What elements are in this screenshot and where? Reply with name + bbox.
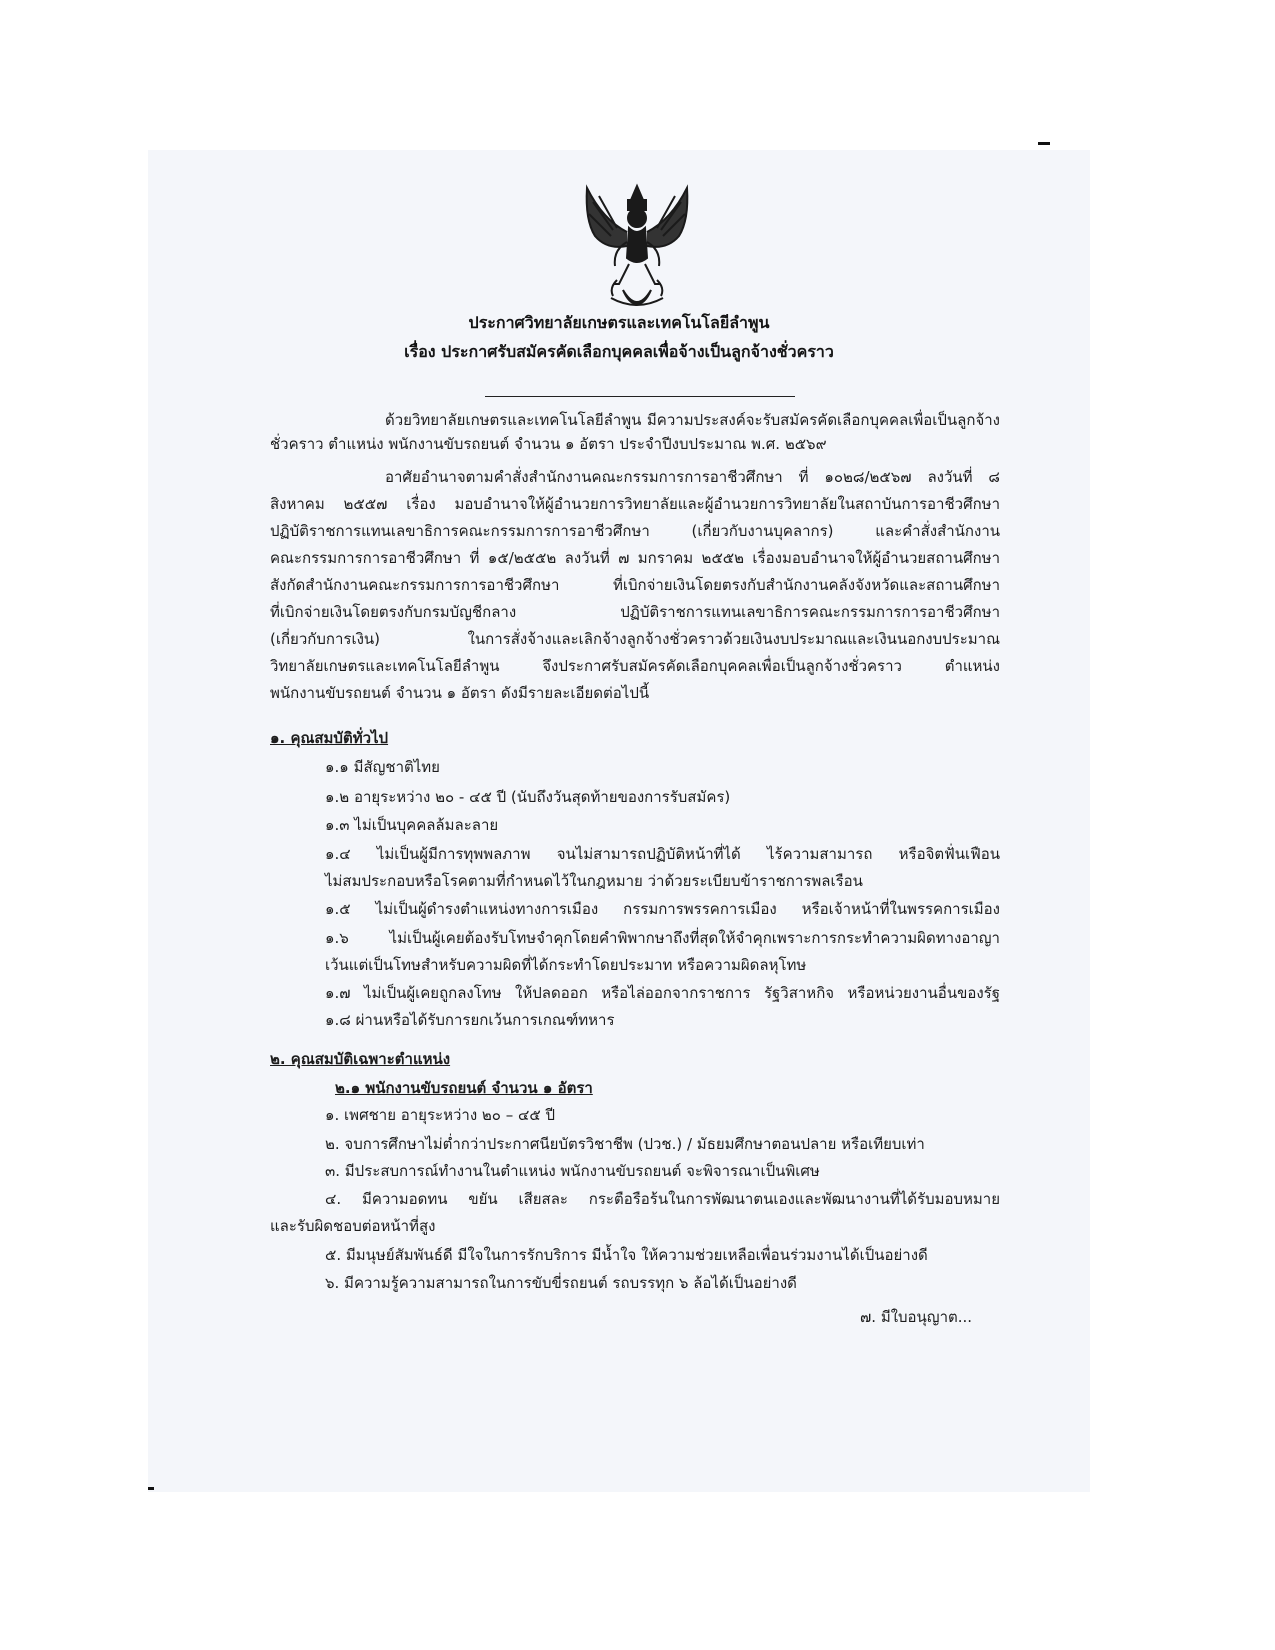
qualification-item: ๑.๑ มีสัญชาติไทย	[325, 758, 440, 776]
garuda-emblem	[573, 180, 701, 316]
qualification-item: ๑.๖ ไม่เป็นผู้เคยต้องรับโทษจำคุกโดยคำพิพากษาถึงที่สุดให้จำคุกเพราะการกระทำความผิดทางอาญา	[325, 929, 1000, 947]
position-item: ๓. มีประสบการณ์ทำงานในตำแหน่ง พนักงานขับรถยนต์ จะพิจารณาเป็นพิเศษ	[325, 1162, 820, 1180]
qualification-item: ไม่สมประกอบหรือโรคตามที่กำหนดไว้ในกฎหมาย ว่าด้วยระเบียบข้าราชการพลเรือน	[325, 872, 863, 890]
body-line: วิทยาลัยเกษตรและเทคโนโลยีลำพูน จึงประกาศรับสมัครคัดเลือกบุคคลเพื่อเป็นลูกจ้างชั่วคราว ตำแหน่ง	[270, 657, 1000, 675]
qualification-item: ๑.๘ ผ่านหรือได้รับการยกเว้นการเกณฑ์ทหาร	[325, 1011, 615, 1029]
position-item: ๖. มีความรู้ความสามารถในการขับขี่รถยนต์ รถบรรทุก ๖ ล้อได้เป็นอย่างดี	[325, 1274, 797, 1292]
qualification-item: ๑.๔ ไม่เป็นผู้มีการทุพพลภาพ จนไม่สามารถปฏิบัติหน้าที่ได้ ไร้ความสามารถ หรือจิตฟั่นเฟือน	[325, 845, 1000, 863]
position-item: ๒. จบการศึกษาไม่ต่ำกว่าประกาศนียบัตรวิชาชีพ (ปวช.) / มัธยมศึกษาตอนปลาย หรือเทียบเท่า	[325, 1135, 925, 1153]
body-line: สิงหาคม ๒๕๕๗ เรื่อง มอบอำนาจให้ผู้อำนวยการวิทยาลัยและผู้อำนวยการวิทยาลัยในสถาบันการอาชีวศึกษา	[270, 495, 1000, 513]
position-item: ๕. มีมนุษย์สัมพันธ์ดี มีใจในการรักบริการ มีน้ำใจ ให้ความช่วยเหลือเพื่อนร่วมงานได้เป็นอย่างดี	[325, 1246, 928, 1264]
scan-edge-mark	[148, 1487, 154, 1490]
position-item: ๑. เพศชาย อายุระหว่าง ๒๐ – ๔๕ ปี	[325, 1106, 555, 1124]
document-subject: เรื่อง ประกาศรับสมัครคัดเลือกบุคคลเพื่อจ้างเป็นลูกจ้างชั่วคราว	[404, 342, 834, 361]
qualification-item: เว้นแต่เป็นโทษสำหรับความผิดที่ได้กระทำโดยประมาท หรือความผิดลหุโทษ	[325, 956, 807, 974]
body-line: สังกัดสำนักงานคณะกรรมการการอาชีวศึกษา ที่เบิกจ่ายเงินโดยตรงกับสำนักงานคลังจังหวัดและสถานศึกษา	[270, 576, 1000, 594]
body-line: (เกี่ยวกับการเงิน) ในการสั่งจ้างและเลิกจ้างลูกจ้างชั่วคราวด้วยเงินงบประมาณและเงินนอกงบประมาณ	[270, 630, 1000, 648]
body-line: คณะกรรมการการอาชีวศึกษา ที่ ๑๕/๒๕๕๒ ลงวันที่ ๗ มกราคม ๒๕๕๒ เรื่องมอบอำนาจให้ผู้อำนวยสถานศึกษา	[270, 549, 1000, 567]
section-2-subheading: ๒.๑ พนักงานขับรถยนต์ จำนวน ๑ อัตรา	[335, 1079, 593, 1097]
qualification-item: ๑.๕ ไม่เป็นผู้ดำรงตำแหน่งทางการเมือง กรรมการพรรคการเมือง หรือเจ้าหน้าที่ในพรรคการเมือง	[325, 900, 1000, 918]
intro-line: ด้วยวิทยาลัยเกษตรและเทคโนโลยีลำพูน มีความประสงค์จะรับสมัครคัดเลือกบุคคลเพื่อเป็นลูกจ้าง	[385, 411, 1000, 429]
position-item: และรับผิดชอบต่อหน้าที่สูง	[270, 1217, 436, 1235]
body-line: ปฏิบัติราชการแทนเลขาธิการคณะกรรมการการอาชีวศึกษา (เกี่ยวกับงานบุคลากร) และคำสั่งสำนักงาน	[270, 522, 1000, 540]
continuation-note: ๗. มีใบอนุญาต...	[860, 1308, 973, 1326]
section-1-heading: ๑. คุณสมบัติทั่วไป	[270, 729, 389, 747]
body-line: พนักงานขับรถยนต์ จำนวน ๑ อัตรา ดังมีรายละเอียดต่อไปนี้	[270, 684, 650, 702]
position-item: ๔. มีความอดทน ขยัน เสียสละ กระตือรือร้นในการพัฒนาตนเองและพัฒนางานที่ได้รับมอบหมาย	[325, 1190, 1000, 1208]
qualification-item: ๑.๒ อายุระหว่าง ๒๐ - ๔๕ ปี (นับถึงวันสุดท้ายของการรับสมัคร)	[325, 788, 731, 806]
intro-line: ชั่วคราว ตำแหน่ง พนักงานขับรถยนต์ จำนวน ๑ อัตรา ประจำปีงบประมาณ พ.ศ. ๒๕๖๙	[270, 435, 827, 453]
body-line: ที่เบิกจ่ายเงินโดยตรงกับกรมบัญชีกลาง ปฏิบัติราชการแทนเลขาธิการคณะกรรมการการอาชีวศึกษา	[270, 603, 1000, 621]
qualification-item: ๑.๓ ไม่เป็นบุคคลล้มละลาย	[325, 816, 499, 834]
body-line: อาศัยอำนาจตามคำสั่งสำนักงานคณะกรรมการการอาชีวศึกษา ที่ ๑๐๒๘/๒๕๖๗ ลงวันที่ ๘	[385, 468, 1000, 486]
title-divider	[485, 396, 795, 397]
qualification-item: ๑.๗ ไม่เป็นผู้เคยถูกลงโทษ ให้ปลดออก หรือไล่ออกจากราชการ รัฐวิสาหกิจ หรือหน่วยงานอื่นของรัฐ	[325, 984, 1000, 1002]
scan-edge-mark	[1038, 142, 1050, 145]
section-2-heading: ๒. คุณสมบัติเฉพาะตำแหน่ง	[270, 1050, 451, 1068]
document-title: ประกาศวิทยาลัยเกษตรและเทคโนโลยีลำพูน	[468, 313, 770, 332]
